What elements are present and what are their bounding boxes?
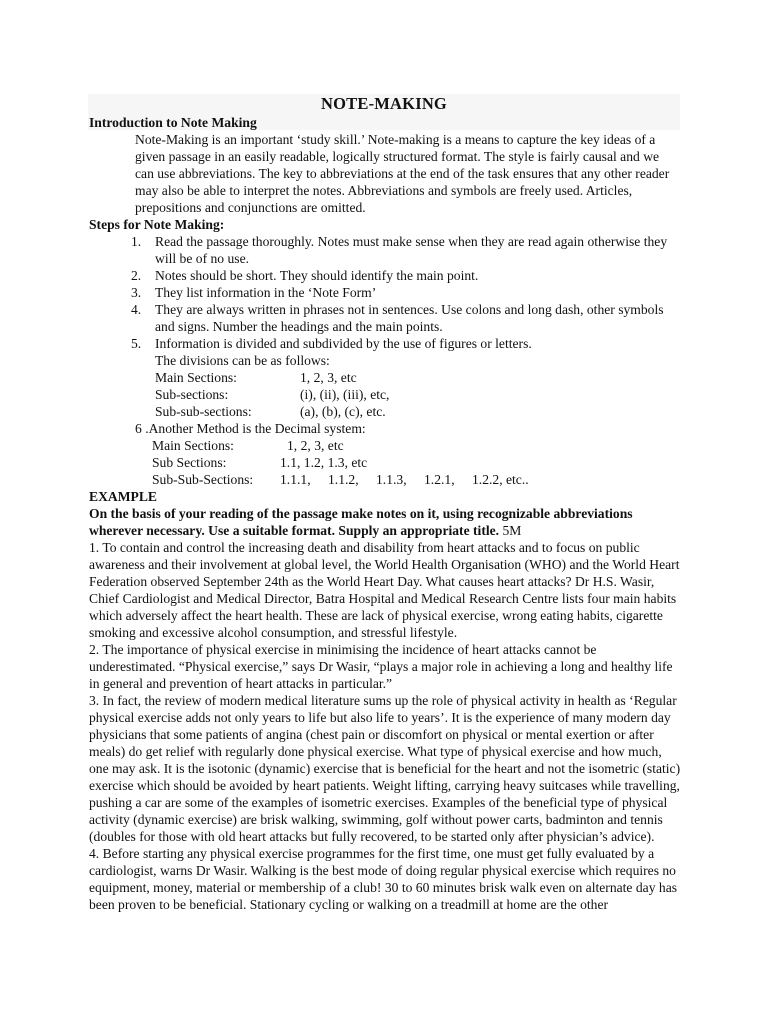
decimal-label: Sub-Sub-Sections:	[152, 472, 254, 487]
decimal-value: 1.1.1,	[280, 472, 311, 487]
decimal-row	[152, 471, 681, 488]
step-text: They list information in the ‘Note Form’	[155, 285, 377, 300]
list-item	[89, 233, 681, 267]
list-item	[89, 267, 681, 284]
steps-heading: Steps for Note Making:	[89, 217, 225, 232]
document-body	[89, 114, 681, 913]
division-label: Sub-sub-sections:	[155, 404, 252, 419]
intro-paragraph: Note-Making is an important ‘study skill.’ Note-making is a means to capture the key ideas of a given passage in an easily readable, logically structured format. The style is fairly causal and we can use abbreviations. The key to abbreviations at the end of the task ensures that any other reader may also be able to interpret the notes. Abbreviations and symbols are freely used. Articles, prepositions and conjunctions are omitted.	[135, 132, 670, 215]
instruction-text: On the basis of your reading of the passage make notes on it, using recognizable abbreviations wherever necessary. Use a suitable format. Supply an appropriate title.	[89, 506, 633, 538]
division-row	[155, 403, 681, 420]
decimal-values	[280, 471, 543, 488]
passage-paragraph: 4. Before starting any physical exercise programmes for the first time, one must get fully evaluated by a cardiologist, warns Dr Wasir. Walking is the best mode of doing regular physical exercise which requires no equipment, money, material or membership of a club! 30 to 60 minutes brisk walk even on alternate day has been proven to be beneficial. Stationary cycling or walking on a treadmill at home are the other	[89, 846, 678, 912]
step-number: 4.	[131, 302, 142, 317]
list-item	[89, 301, 681, 335]
decimal-value: 1.1, 1.2, 1.3, etc	[280, 455, 368, 470]
passage-paragraph: 1. To contain and control the increasing death and disability from heart attacks and to focus on public awareness and their involvement at global level, the World Health Organisation (WHO) and the World Heart Federation observed September 24th as the World Heart Day. What causes heart attacks? Dr H.S. Wasir, Chief Cardiologist and Medical Director, Batra Hospital and Medical Research Centre lists four main habits which adversely affect the heart health. These are lack of physical exercise, wrong eating habits, cigarette smoking and excessive alcohol consumption, and stressful lifestyle.	[89, 540, 680, 640]
division-row	[155, 369, 681, 386]
step-number: 5.	[131, 336, 142, 351]
passage-paragraph: 3. In fact, the review of modern medical literature sums up the role of physical activity in health as ‘Regular physical exercise adds not only years to life but also life to years’. It is the experience of many modern day physicians that some patients of angina (chest pain or discomfort on physical or mental exertion or after meals) do get relief with regularly done physical exercise. What type of physical exercise and how much, one may ask. It is the isotonic (dynamic) exercise that is beneficial for the heart and not the isometric (static) exercise which should be avoided by heart patients. Weight lifting, carrying heavy suitcases while travelling, pushing a car are some of the examples of isometric exercises. Examples of the beneficial type of physical activity (dynamic exercise) are brisk walking, swimming, golf without power carts, badminton and tennis (doubles for those with old heart attacks but fully recovered, to be started only after physician’s advice).	[89, 693, 681, 844]
decimal-block	[89, 437, 681, 488]
division-value: (i), (ii), (iii), etc,	[300, 387, 390, 402]
marks: 5M	[502, 523, 522, 538]
decimal-label: Main Sections:	[152, 438, 234, 453]
decimal-value: 1.1.3,	[376, 472, 407, 487]
decimal-value: 1.1.2,	[328, 472, 359, 487]
decimal-row	[152, 437, 681, 454]
list-item	[89, 335, 681, 352]
decimal-label: Sub Sections:	[152, 455, 227, 470]
decimal-row	[152, 454, 681, 471]
decimal-value: 1.2.1,	[424, 472, 455, 487]
decimal-intro: 6 .Another Method is the Decimal system:	[135, 421, 366, 436]
division-label: Main Sections:	[155, 370, 237, 385]
step-text: Information is divided and subdivided by the use of figures or letters.	[155, 336, 532, 351]
step-text: Read the passage thoroughly. Notes must make sense when they are read again otherwise they will be of no use.	[155, 234, 668, 266]
step-number: 1.	[131, 234, 142, 249]
divisions-block	[89, 352, 681, 420]
example-instruction	[89, 505, 681, 539]
step-number: 2.	[131, 268, 142, 283]
division-value: (a), (b), (c), etc.	[300, 404, 386, 419]
decimal-value: 1, 2, 3, etc	[287, 438, 344, 453]
division-value: 1, 2, 3, etc	[300, 370, 357, 385]
division-row	[155, 386, 681, 403]
divisions-intro: The divisions can be as follows:	[155, 353, 330, 368]
division-label: Sub-sections:	[155, 387, 229, 402]
decimal-value: 1.2.2, etc..	[472, 472, 529, 487]
example-heading: EXAMPLE	[89, 489, 157, 504]
step-number: 3.	[131, 285, 142, 300]
intro-heading: Introduction to Note Making	[89, 115, 257, 130]
page-title: NOTE-MAKING	[321, 94, 447, 113]
steps-list	[89, 233, 681, 352]
passage-paragraph: 2. The importance of physical exercise in minimising the incidence of heart attacks cannot be underestimated. “Physical exercise,” says Dr Wasir, “plays a major role in achieving a long and healthy life in general and prevention of heart attacks in particular.”	[89, 642, 673, 691]
list-item	[89, 284, 681, 301]
step-text: Notes should be short. They should identify the main point.	[155, 268, 479, 283]
step-text: They are always written in phrases not in sentences. Use colons and long dash, other symbols and signs. Number the headings and the main points.	[155, 302, 664, 334]
